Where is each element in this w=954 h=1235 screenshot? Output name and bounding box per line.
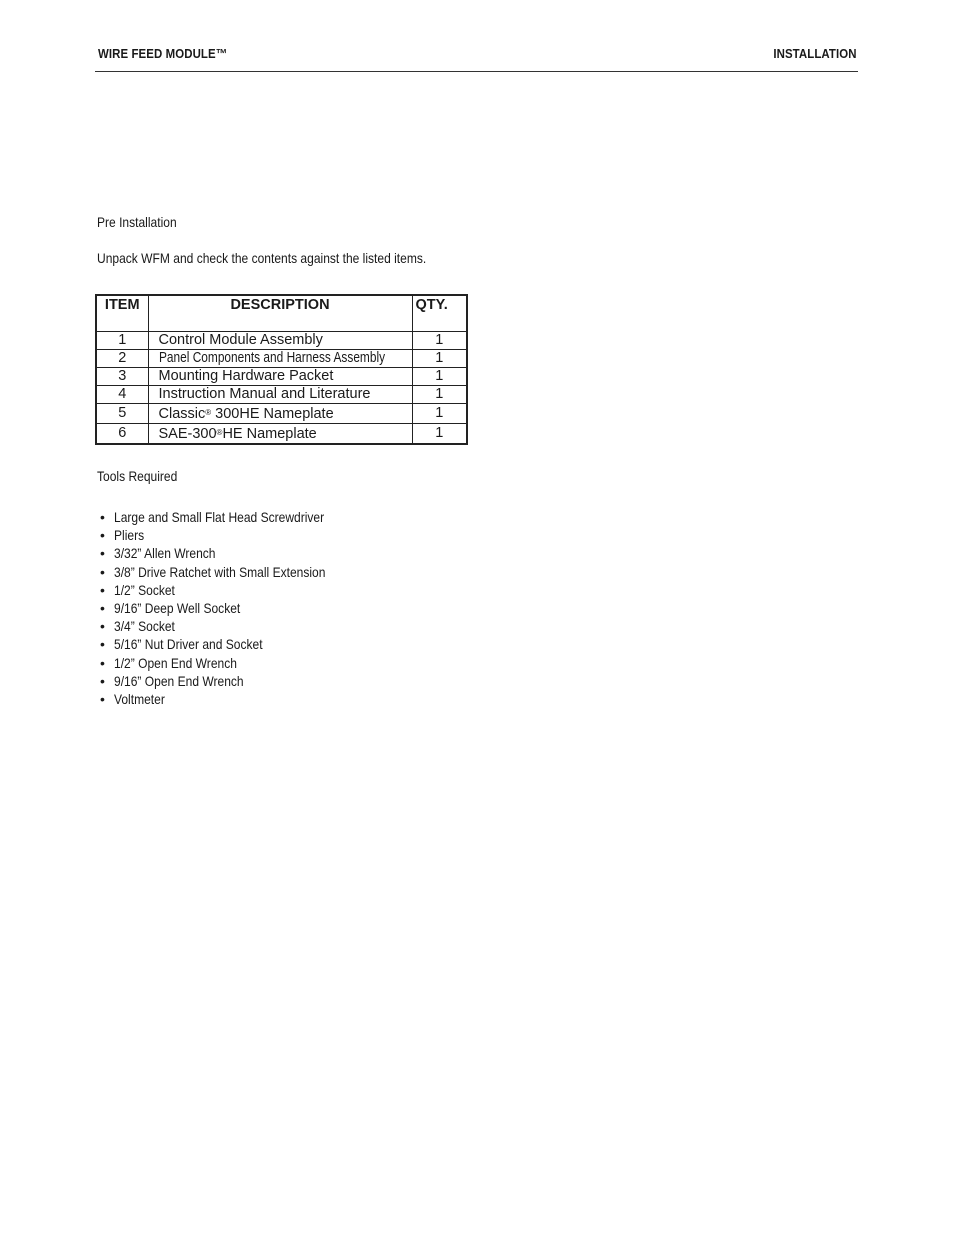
- tool-name: 3/32” Allen Wrench: [114, 545, 216, 562]
- item-description: Instruction Manual and Literature: [148, 386, 412, 404]
- item-description-cell: [148, 424, 412, 445]
- item-qty: 1: [412, 368, 467, 386]
- list-item: [97, 690, 360, 708]
- column-header-description: DESCRIPTION: [148, 295, 412, 332]
- tool-name: 3/8” Drive Ratchet with Small Extension: [114, 563, 326, 580]
- list-item: [97, 508, 360, 526]
- tool-name: Large and Small Flat Head Screwdriver: [114, 509, 325, 525]
- tool-name: 1/2” Open End Wrench: [114, 654, 237, 671]
- item-description-rest: HE Nameplate: [222, 426, 317, 442]
- bullet: •: [100, 672, 105, 689]
- bullet: •: [100, 581, 105, 598]
- table-row: [96, 350, 467, 368]
- bullet: •: [100, 636, 105, 653]
- item-description-cell: [148, 350, 412, 368]
- list-item: [97, 581, 360, 599]
- item-description-cell: [148, 404, 412, 424]
- item-description: Mounting Hardware Packet: [148, 368, 412, 386]
- item-qty: 1: [412, 332, 467, 350]
- tool-name: Voltmeter: [114, 690, 165, 707]
- item-qty: 1: [412, 424, 467, 445]
- item-number: 2: [96, 350, 148, 368]
- bullet: •: [100, 618, 105, 635]
- table-row: [96, 424, 467, 445]
- tool-name: 5/16” Nut Driver and Socket: [114, 636, 263, 653]
- column-header-qty: QTY.: [412, 295, 467, 332]
- registered-mark: ®: [205, 408, 212, 417]
- header-divider: [95, 71, 858, 72]
- list-item: [97, 617, 360, 635]
- tool-name: 9/16” Deep Well Socket: [114, 599, 241, 616]
- tool-name: 3/4” Socket: [114, 618, 175, 635]
- list-item: [97, 654, 360, 672]
- list-item: [97, 526, 360, 544]
- list-item: [97, 635, 360, 653]
- bullet: •: [100, 527, 105, 544]
- item-number: 6: [96, 424, 148, 445]
- item-description: Control Module Assembly: [148, 332, 412, 350]
- table-row: [96, 386, 467, 404]
- bullet: •: [100, 654, 105, 671]
- pre-installation-heading: Pre Installation: [97, 214, 177, 230]
- table-row: [96, 368, 467, 386]
- item-qty: 1: [412, 386, 467, 404]
- intro-text: Unpack WFM and check the contents against the listed items.: [97, 250, 427, 266]
- bullet: •: [100, 563, 105, 580]
- item-number: 1: [96, 332, 148, 350]
- item-number: 4: [96, 386, 148, 404]
- item-description-name: Classic: [158, 406, 206, 422]
- list-item: [97, 599, 360, 617]
- item-description-name: SAE-300: [158, 426, 217, 442]
- list-item: [97, 544, 360, 562]
- tools-list: [97, 508, 360, 708]
- item-qty: 1: [412, 404, 467, 424]
- tool-name: 1/2” Socket: [114, 581, 175, 598]
- tools-required-heading: Tools Required: [97, 468, 178, 484]
- bullet: •: [100, 545, 105, 562]
- registered-mark: ®: [216, 428, 223, 437]
- header-section: INSTALLATION: [773, 46, 857, 61]
- item-description-rest: 300HE Nameplate: [211, 406, 334, 422]
- header-title: WIRE FEED MODULE™: [98, 46, 228, 61]
- tool-name: Pliers: [114, 527, 145, 544]
- item-number: 3: [96, 368, 148, 386]
- parts-table: [95, 294, 468, 445]
- item-qty: 1: [412, 350, 467, 368]
- table-row: [96, 404, 467, 424]
- bullet: •: [100, 509, 105, 525]
- bullet: •: [100, 599, 105, 616]
- column-header-item: ITEM: [96, 295, 148, 332]
- list-item: [97, 563, 360, 581]
- table-row: [96, 332, 467, 350]
- list-item: [97, 672, 360, 690]
- tool-name: 9/16” Open End Wrench: [114, 672, 244, 689]
- table-header-row: [96, 295, 467, 332]
- bullet: •: [100, 690, 105, 707]
- item-description: Panel Components and Harness Assembly: [158, 350, 385, 366]
- item-number: 5: [96, 404, 148, 424]
